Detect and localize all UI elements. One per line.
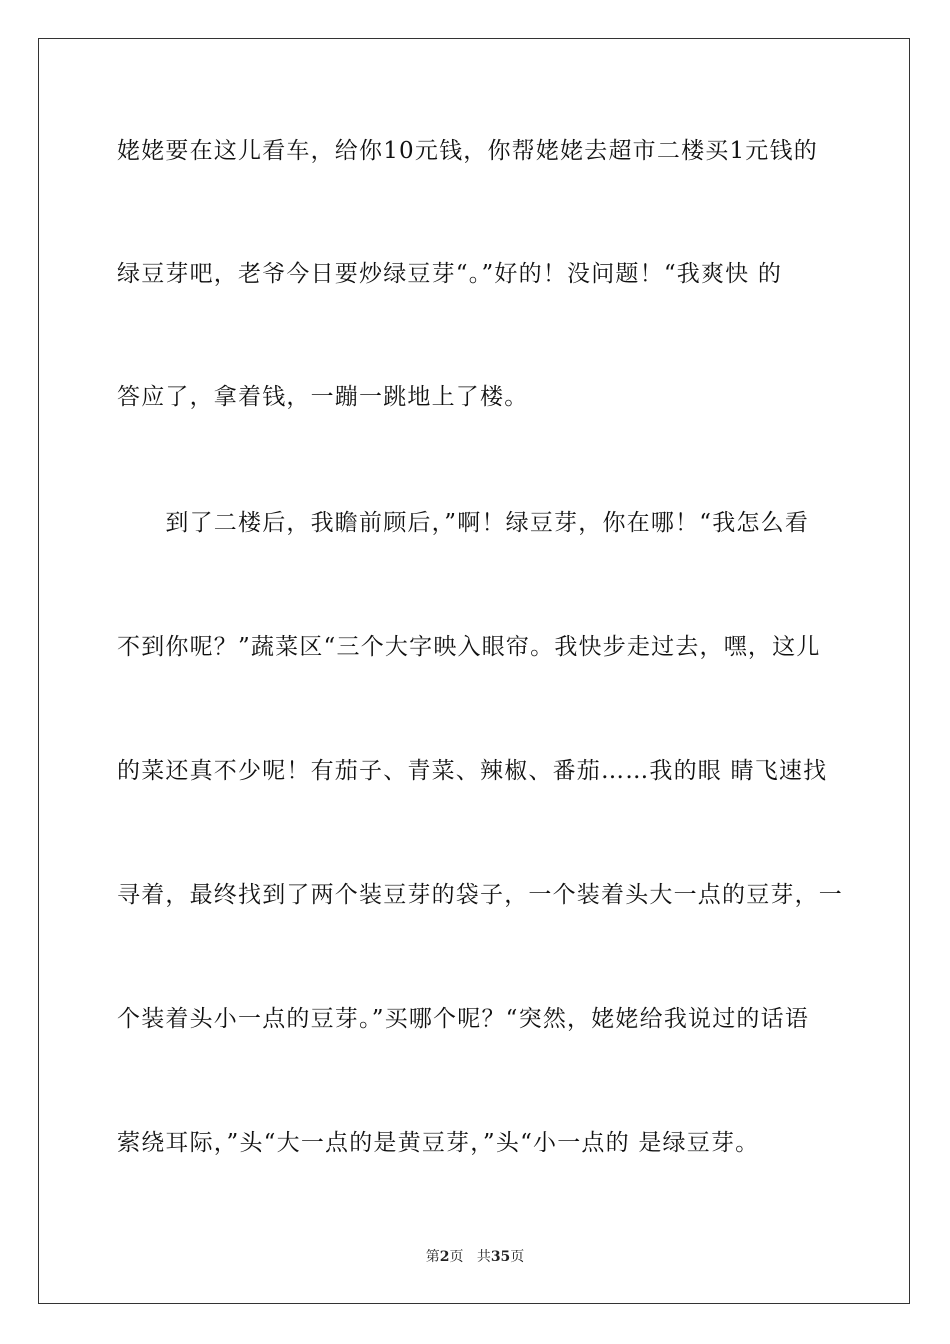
page-number: 2 (439, 1249, 450, 1265)
text-line: 绿豆芽吧，老爷今日要炒绿豆芽“。”好的！没问题！“我爽快 的 (117, 261, 783, 287)
text-line: 答应了，拿着钱，一蹦一跳地上了楼。 (117, 384, 529, 410)
text-line: 个装着头小一点的豆芽。”买哪个呢？“突然，姥姥给我说过的话语 (117, 1006, 810, 1032)
total-suffix: 页 (510, 1249, 525, 1265)
page-prefix: 第 (425, 1249, 440, 1265)
text-line: 不到你呢？”蔬菜区“三个大字映入眼帘。我快步走过去，嘿，这儿 (117, 634, 821, 660)
page-footer (0, 1248, 950, 1266)
text-line: 到了二楼后，我瞻前顾后，”啊！绿豆芽，你在哪！“我怎么看 (117, 510, 810, 536)
page-suffix: 页 (449, 1249, 464, 1265)
total-prefix: 共 (476, 1249, 491, 1265)
total-pages: 35 (490, 1249, 511, 1265)
text-line: 寻着，最终找到了两个装豆芽的袋子，一个装着头大一点的豆芽，一 (117, 882, 843, 908)
page-border (38, 38, 910, 1304)
text-line: 的菜还真不少呢！有茄子、青菜、辣椒、番茄……我的眼 睛飞速找 (117, 758, 828, 784)
text-line: 萦绕耳际，”头“大一点的是黄豆芽，”头“小一点的 是绿豆芽。 (117, 1130, 760, 1156)
text-line: 姥姥要在这儿看车，给你10元钱，你帮姥姥去超市二楼买1元钱的 (117, 138, 818, 164)
